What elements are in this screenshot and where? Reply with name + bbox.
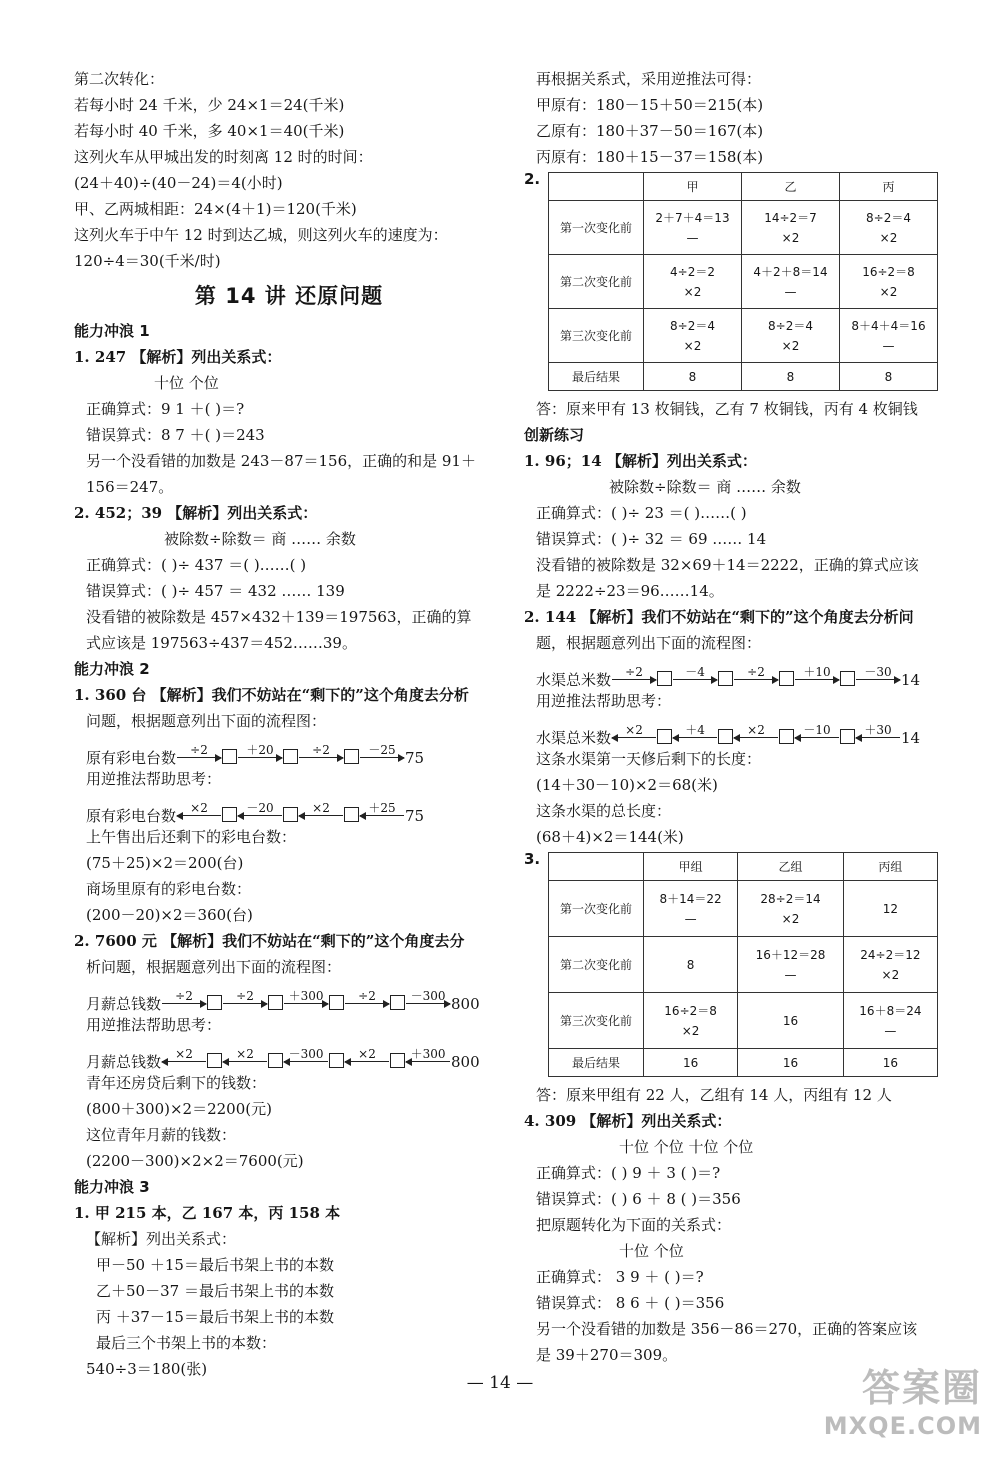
flow-box: [207, 995, 222, 1010]
flow-box: [329, 1053, 344, 1068]
flow-arrow: [795, 724, 839, 746]
table-cell: [738, 881, 844, 937]
table-header: 甲组: [644, 853, 738, 881]
table-cell: 8: [742, 363, 840, 391]
table-row: [549, 881, 938, 937]
flow-arrow: [734, 724, 778, 746]
flow-arrow: [612, 666, 656, 688]
text-line: (24＋40)÷(40－24)＝4(小时): [74, 174, 283, 192]
flow-op: －4: [685, 665, 705, 679]
cell-bottom: —: [686, 230, 699, 245]
cell-top: 16÷2＝8: [664, 1003, 717, 1018]
answer-line: 答：原来甲组有 22 人，乙组有 14 人，丙组有 12 人: [536, 1086, 892, 1104]
flow-box: [222, 807, 237, 822]
flow-end: 14: [901, 729, 921, 747]
text-line: 十位 个位: [619, 1242, 684, 1260]
cell-top: 16÷2＝8: [862, 264, 915, 279]
text-line: 是 2222÷23＝96……14。: [536, 582, 724, 600]
question-line: 2. 144 【解析】我们不妨站在“剩下的”这个角度去分析问: [524, 608, 914, 626]
table-cell: [843, 881, 937, 937]
text-line: (68＋4)×2＝144(米): [536, 828, 684, 846]
flow-op: ＋10: [803, 665, 831, 679]
table-row: [549, 255, 938, 309]
cell-bottom: ×2: [781, 230, 800, 245]
lecture-title: 第 14 讲 还原问题: [194, 284, 384, 308]
flow-arrow: [856, 666, 900, 688]
table-row: [549, 309, 938, 363]
row-label: 第一次变化前: [549, 881, 644, 937]
question-line: 1. 360 台 【解析】我们不妨站在“剩下的”这个角度去分析: [74, 686, 469, 704]
text-line: 正确算式：( )÷ 23 ＝( )……( ): [536, 504, 747, 522]
cell-top: 4＋2＋8＝14: [753, 264, 828, 279]
flow-op: ＋4: [685, 723, 705, 737]
flow-label: 月薪总钱数: [86, 1053, 162, 1071]
table-row: [549, 993, 938, 1049]
row-label: 第三次变化前: [549, 309, 644, 363]
table-row: [549, 201, 938, 255]
cell-top: 8÷2＝4: [670, 318, 715, 333]
flow-arrow: [223, 990, 267, 1012]
text-line: (2200－300)×2×2＝7600(元): [86, 1152, 304, 1170]
flow-end: 14: [901, 671, 921, 689]
question-line: 2. 7600 元 【解析】我们不妨站在“剩下的”这个角度去分: [74, 932, 465, 950]
text-line: 甲原有：180－15＋50＝215(本): [536, 96, 764, 114]
text-line: 最后三个书架上书的本数：: [96, 1334, 277, 1352]
table-cell: 16: [843, 1049, 937, 1077]
cell-bottom: —: [784, 284, 797, 299]
text-line: 题，根据题意列出下面的流程图：: [536, 634, 762, 652]
table-cell: 8: [644, 363, 742, 391]
cell-bottom: ×2: [881, 967, 900, 982]
cell-bottom: ×2: [781, 338, 800, 353]
flow-box: [268, 995, 283, 1010]
flow-arrow: [406, 1048, 450, 1070]
flow-arrow: [223, 1048, 267, 1070]
flow-arrow: [795, 666, 839, 688]
cell-top: 8÷2＝4: [768, 318, 813, 333]
flow-diagram: [74, 734, 504, 766]
flow-arrow: [177, 744, 221, 766]
text-line: 540÷3＝180(张): [86, 1360, 208, 1378]
flow-op: ÷2: [358, 989, 376, 1003]
flow-op: ÷2: [190, 743, 208, 757]
table-header: [549, 173, 644, 201]
flow-op: ＋20: [246, 743, 274, 757]
table-cell: [840, 255, 938, 309]
table-cell: [738, 993, 844, 1049]
flow-arrow: [284, 1048, 328, 1070]
flow-arrow: [406, 990, 450, 1012]
text-line: 正确算式：( )÷ 437 ＝( )……( ): [86, 556, 307, 574]
table-row: [549, 937, 938, 993]
cell-bottom: —: [882, 338, 895, 353]
cell-bottom: ×2: [681, 1023, 700, 1038]
text-line: 另一个没看错的加数是 356－86＝270，正确的答案应该: [536, 1320, 918, 1338]
text-line: 用逆推法帮助思考：: [86, 770, 222, 788]
flow-op: －25: [368, 743, 396, 757]
cell-bottom: —: [784, 967, 797, 982]
flow-box: [390, 995, 405, 1010]
flow-box: [207, 1053, 222, 1068]
table-header-row: [549, 853, 938, 881]
flow-diagram: [74, 980, 504, 1012]
flow-box: [390, 1053, 405, 1068]
flow-op: －30: [864, 665, 892, 679]
cell-top: 24÷2＝12: [860, 947, 921, 962]
flow-diagram: [74, 792, 504, 824]
question-line: 2. 452；39 【解析】列出关系式：: [74, 504, 318, 522]
text-line: 错误算式： 8 6 ＋ ( )＝356: [536, 1294, 725, 1312]
text-line: 若每小时 40 千米，多 40×1＝40(千米): [74, 122, 345, 140]
flow-arrow: [673, 666, 717, 688]
flow-op: ＋300: [410, 1047, 446, 1061]
flow-arrow: [734, 666, 778, 688]
cell-top: 16＋8＝24: [859, 1003, 922, 1018]
cell-top: 8: [686, 957, 695, 972]
flow-arrow: [299, 744, 343, 766]
text-line: 另一个没看错的加数是 243－87＝156，正确的和是 91＋: [86, 452, 476, 470]
flow-op: －300: [288, 1047, 324, 1061]
flow-arrow: [238, 744, 282, 766]
flow-op: ÷2: [312, 743, 330, 757]
flow-diagram: [74, 1038, 504, 1070]
text-line: 乙原有：180＋37－50＝167(本): [536, 122, 764, 140]
cell-top: 8＋4＋4＝16: [851, 318, 926, 333]
text-line: 青年还房贷后剩下的钱数：: [86, 1074, 267, 1092]
flow-box: [840, 671, 855, 686]
text-line: 错误算式：8 7 ＋( )＝243: [86, 426, 265, 444]
flow-end: 75: [405, 807, 425, 825]
table-cell: [644, 309, 742, 363]
flow-op: ×2: [190, 801, 208, 815]
table-header: 乙组: [738, 853, 844, 881]
table-header: 丙组: [843, 853, 937, 881]
flow-label: 水渠总米数: [536, 671, 612, 689]
flow-arrow: [238, 802, 282, 824]
left-column: [74, 66, 504, 1382]
text-line: 这条水渠第一天修后剩下的长度：: [536, 750, 762, 768]
text-line: 错误算式：( )÷ 32 ＝ 69 …… 14: [536, 530, 767, 548]
text-line: 用逆推法帮助思考：: [86, 1016, 222, 1034]
text-line: (75＋25)×2＝200(台): [86, 854, 244, 872]
table-cell: [843, 937, 937, 993]
text-line: 【解析】列出关系式：: [86, 1230, 237, 1248]
flow-box: [840, 729, 855, 744]
flow-arrow: [612, 724, 656, 746]
flow-arrow: [299, 802, 343, 824]
text-line: 正确算式： 3 9 ＋ ( )＝?: [536, 1268, 704, 1286]
flow-arrow: [162, 990, 206, 1012]
row-label: 第二次变化前: [549, 255, 644, 309]
flow-arrow: [673, 724, 717, 746]
text-line: (200－20)×2＝360(台): [86, 906, 253, 924]
flow-op: ×2: [625, 723, 643, 737]
text-line: 上午售出后还剩下的彩电台数：: [86, 828, 297, 846]
text-line: 十位 个位 十位 个位: [619, 1138, 754, 1156]
flow-op: ÷2: [236, 989, 254, 1003]
cell-bottom: —: [884, 1023, 897, 1038]
flow-label: 原有彩电台数: [86, 807, 177, 825]
flow-box: [718, 671, 733, 686]
table-header: [549, 853, 644, 881]
flow-box: [283, 749, 298, 764]
text-line: 这列火车从甲城出发的时刻离 12 时的时间：: [74, 148, 373, 166]
text-line: 问题，根据题意列出下面的流程图：: [86, 712, 327, 730]
flow-box: [718, 729, 733, 744]
flow-arrow: [345, 1048, 389, 1070]
flow-box: [344, 807, 359, 822]
flow-arrow: [345, 990, 389, 1012]
text-line: 把原题转化为下面的关系式：: [536, 1216, 732, 1234]
table-cell: [840, 201, 938, 255]
flow-end: 800: [451, 1053, 480, 1071]
flow-arrow: [162, 1048, 206, 1070]
cell-top: 12: [882, 901, 899, 916]
cell-top: 14÷2＝7: [764, 210, 817, 225]
flow-box: [222, 749, 237, 764]
text-line: 被除数÷除数＝ 商 …… 余数: [164, 530, 356, 548]
flow-op: －10: [803, 723, 831, 737]
section-heading: 创新练习: [524, 426, 585, 444]
question-number: 3.: [524, 850, 541, 868]
flow-op: ÷2: [175, 989, 193, 1003]
flow-op: －20: [246, 801, 274, 815]
question-line: 1. 甲 215 本，乙 167 本，丙 158 本: [74, 1204, 341, 1222]
flow-arrow: [177, 802, 221, 824]
text-line: 正确算式：( ) 9 ＋ 3 ( )＝?: [536, 1164, 721, 1182]
table-cell: [644, 937, 738, 993]
flow-end: 75: [405, 749, 425, 767]
text-line: (14＋30－10)×2＝68(米): [536, 776, 718, 794]
answer-line: 答：原来甲有 13 枚铜钱，乙有 7 枚铜钱，丙有 4 枚铜钱: [536, 400, 918, 418]
text-line: 第二次转化：: [74, 70, 165, 88]
table-cell: [738, 937, 844, 993]
text-line: 这位青年月薪的钱数：: [86, 1126, 237, 1144]
flow-arrow: [360, 744, 404, 766]
right-column: [524, 66, 954, 1368]
text-line: 甲－50 ＋15＝最后书架上书的本数: [96, 1256, 334, 1274]
change-table: [548, 852, 938, 1077]
section-heading: 能力冲浪 1: [74, 322, 150, 340]
flow-diagram: [524, 714, 954, 746]
text-line: 这列火车于中午 12 时到达乙城，则这列火车的速度为：: [74, 226, 448, 244]
flow-op: ×2: [175, 1047, 193, 1061]
flow-arrow: [284, 990, 328, 1012]
flow-arrow: [360, 802, 404, 824]
text-line: 正确算式：9 1 ＋( )＝?: [86, 400, 245, 418]
table-cell: [843, 993, 937, 1049]
flow-label: 水渠总米数: [536, 729, 612, 747]
watermark-text: 答案圈: [861, 1366, 982, 1410]
text-line: 这条水渠的总长度：: [536, 802, 672, 820]
flow-op: ＋30: [864, 723, 892, 737]
cell-top: 8÷2＝4: [866, 210, 911, 225]
table-cell: [644, 881, 738, 937]
flow-end: 800: [451, 995, 480, 1013]
cell-bottom: —: [684, 911, 697, 926]
cell-top: 8＋14＝22: [659, 891, 722, 906]
table-cell: [644, 255, 742, 309]
flow-box: [657, 729, 672, 744]
question-number: 2.: [524, 170, 541, 188]
table-header: 甲: [644, 173, 742, 201]
flow-box: [344, 749, 359, 764]
cell-top: 16: [782, 1013, 799, 1028]
text-line: 商场里原有的彩电台数：: [86, 880, 252, 898]
table-block: [524, 170, 954, 396]
flow-box: [268, 1053, 283, 1068]
text-line: 若每小时 24 千米，少 24×1＝24(千米): [74, 96, 345, 114]
flow-box: [657, 671, 672, 686]
table-cell: [644, 993, 738, 1049]
table-header-row: [549, 173, 938, 201]
table-cell: [742, 309, 840, 363]
text-line: (800＋300)×2＝2200(元): [86, 1100, 272, 1118]
cell-bottom: ×2: [683, 338, 702, 353]
table-cell: [644, 201, 742, 255]
flow-op: ×2: [312, 801, 330, 815]
flow-op: －300: [410, 989, 446, 1003]
question-line: 4. 309 【解析】列出关系式：: [524, 1112, 732, 1130]
row-label: 最后结果: [549, 1049, 644, 1077]
text-line: 十位 个位: [154, 374, 219, 392]
flow-op: ×2: [236, 1047, 254, 1061]
flow-box: [779, 729, 794, 744]
cell-bottom: ×2: [683, 284, 702, 299]
text-line: 用逆推法帮助思考：: [536, 692, 672, 710]
cell-bottom: ×2: [879, 230, 898, 245]
text-line: 被除数÷除数＝ 商 …… 余数: [609, 478, 801, 496]
flow-op: ÷2: [747, 665, 765, 679]
flow-label: 月薪总钱数: [86, 995, 162, 1013]
flow-op: ×2: [358, 1047, 376, 1061]
cell-top: 16＋12＝28: [755, 947, 826, 962]
text-line: 120÷4＝30(千米/时): [74, 252, 221, 270]
cell-bottom: ×2: [879, 284, 898, 299]
section-heading: 能力冲浪 2: [74, 660, 150, 678]
table-block: [524, 850, 954, 1082]
flow-op: ÷2: [625, 665, 643, 679]
table-cell: [742, 255, 840, 309]
row-label: 最后结果: [549, 363, 644, 391]
flow-box: [329, 995, 344, 1010]
flow-box: [779, 671, 794, 686]
table-cell: 8: [840, 363, 938, 391]
text-line: 错误算式：( )÷ 457 ＝ 432 …… 139: [86, 582, 345, 600]
flow-op: ×2: [747, 723, 765, 737]
cell-top: 2＋7＋4＝13: [655, 210, 730, 225]
row-label: 第一次变化前: [549, 201, 644, 255]
table-cell: 16: [644, 1049, 738, 1077]
row-label: 第二次变化前: [549, 937, 644, 993]
text-line: 乙＋50－37 ＝最后书架上书的本数: [96, 1282, 334, 1300]
table-row: [549, 363, 938, 391]
flow-op: ＋25: [368, 801, 396, 815]
text-line: 丙原有：180＋15－37＝158(本): [536, 148, 764, 166]
row-label: 第三次变化前: [549, 993, 644, 1049]
page-number: — 14 —: [466, 1373, 534, 1393]
table-row: [549, 1049, 938, 1077]
flow-arrow: [856, 724, 900, 746]
text-line: 是 39＋270＝309。: [536, 1346, 678, 1364]
text-line: 错误算式：( ) 6 ＋ 8 ( )＝356: [536, 1190, 741, 1208]
text-line: 没看错的被除数是 457×432＋139＝197563，正确的算: [86, 608, 472, 626]
question-line: 1. 96；14 【解析】列出关系式：: [524, 452, 757, 470]
text-line: 156＝247。: [86, 478, 174, 496]
section-heading: 能力冲浪 3: [74, 1178, 150, 1196]
table-cell: [840, 309, 938, 363]
table-cell: 16: [738, 1049, 844, 1077]
text-line: 式应该是 197563÷437＝452……39。: [86, 634, 357, 652]
watermark-logo: [824, 1357, 982, 1440]
change-table: [548, 172, 938, 391]
flow-label: 原有彩电台数: [86, 749, 177, 767]
table-header: 乙: [742, 173, 840, 201]
flow-op: ＋300: [288, 989, 324, 1003]
table-cell: [742, 201, 840, 255]
cell-bottom: ×2: [781, 911, 800, 926]
text-line: 再根据关系式，采用逆推法可得：: [536, 70, 762, 88]
question-line: 1. 247 【解析】列出关系式：: [74, 348, 282, 366]
cell-top: 4÷2＝2: [670, 264, 715, 279]
text-line: 析问题，根据题意列出下面的流程图：: [86, 958, 342, 976]
text-line: 甲、乙两城相距：24×(4＋1)＝120(千米): [74, 200, 357, 218]
cell-top: 28÷2＝14: [760, 891, 821, 906]
text-line: 丙 ＋37－15＝最后书架上书的本数: [96, 1308, 334, 1326]
flow-diagram: [524, 656, 954, 688]
text-line: 没看错的被除数是 32×69＋14＝2222，正确的算式应该: [536, 556, 919, 574]
table-header: 丙: [840, 173, 938, 201]
watermark-url: MXQE.COM: [823, 1412, 982, 1440]
flow-box: [283, 807, 298, 822]
